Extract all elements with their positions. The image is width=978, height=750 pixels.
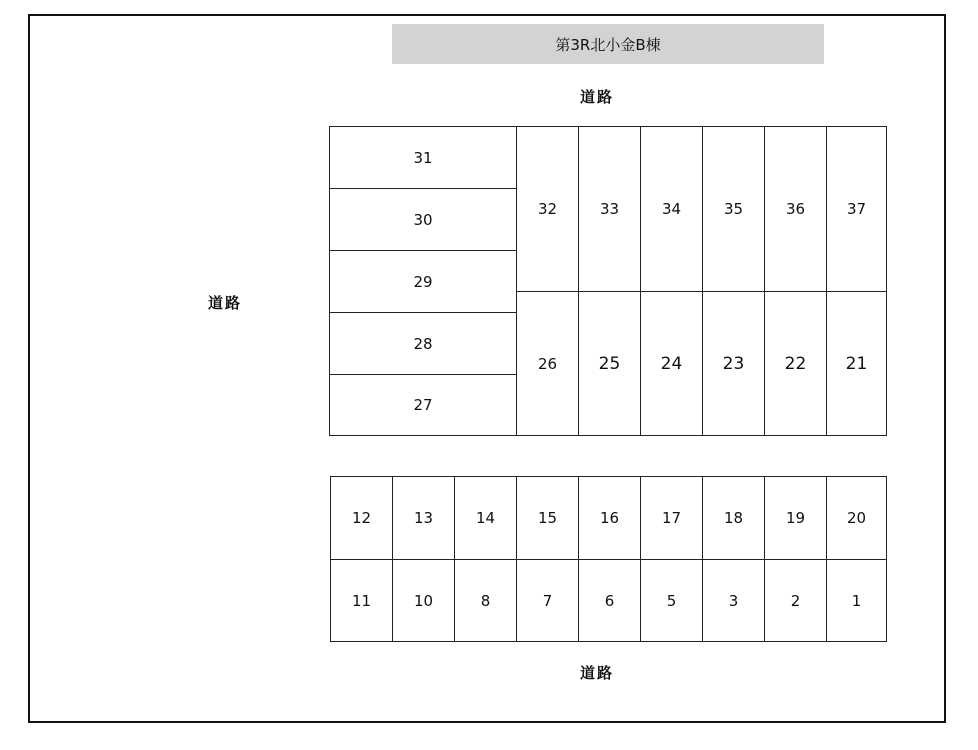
space-number: 29: [413, 272, 433, 291]
parking-space: [578, 476, 641, 560]
parking-space: [702, 126, 765, 292]
space-number: 30: [413, 210, 433, 229]
road-label-left: 道路: [208, 294, 243, 312]
parking-space: [329, 188, 517, 251]
space-number: 16: [599, 509, 620, 527]
road-label-top: 道路: [580, 88, 615, 106]
parking-space: [516, 476, 579, 560]
space-number: 31: [413, 148, 433, 167]
building-title-text: 第3R北小金B棟: [555, 35, 661, 54]
parking-space: [764, 126, 827, 292]
space-number: 15: [537, 509, 558, 527]
space-number: 7: [542, 591, 553, 610]
space-number: 3: [728, 591, 739, 610]
parking-space: [826, 291, 887, 436]
space-number: 23: [722, 353, 745, 374]
space-number: 36: [785, 200, 806, 218]
parking-space: [702, 559, 765, 642]
space-number: 13: [413, 509, 434, 527]
parking-space: [702, 476, 765, 560]
parking-space: [516, 291, 579, 436]
space-number: 25: [598, 353, 621, 374]
space-number: 21: [845, 353, 868, 374]
parking-space: [329, 250, 517, 313]
space-number: 24: [660, 353, 683, 374]
parking-space: [764, 291, 827, 436]
parking-space: [578, 559, 641, 642]
parking-space: [826, 559, 887, 642]
space-number: 11: [351, 591, 372, 610]
space-number: 26: [537, 354, 558, 373]
parking-space: [578, 126, 641, 292]
parking-space: [330, 476, 393, 560]
parking-space: [826, 476, 887, 560]
space-number: 37: [846, 200, 867, 218]
parking-space: [392, 476, 455, 560]
space-number: 22: [784, 353, 807, 374]
space-number: 28: [413, 334, 433, 353]
parking-space: [578, 291, 641, 436]
space-number: 8: [480, 591, 491, 610]
space-number: 1: [851, 591, 862, 610]
parking-space: [764, 559, 827, 642]
parking-space: [640, 291, 703, 436]
space-number: 10: [413, 591, 434, 610]
space-number: 35: [723, 200, 744, 218]
parking-space: [516, 559, 579, 642]
space-number: 20: [846, 509, 867, 527]
building-title: [392, 24, 824, 64]
parking-space: [640, 559, 703, 642]
parking-space: [764, 476, 827, 560]
space-number: 12: [351, 509, 372, 527]
space-number: 2: [790, 591, 801, 610]
parking-space: [454, 476, 517, 560]
space-number: 18: [723, 509, 744, 527]
space-number: 6: [604, 591, 615, 610]
space-number: 34: [661, 200, 682, 218]
road-label-bottom: 道路: [580, 664, 615, 682]
parking-space: [454, 559, 517, 642]
parking-space: [329, 374, 517, 436]
parking-space: [702, 291, 765, 436]
space-number: 5: [666, 591, 677, 610]
parking-space: [826, 126, 887, 292]
space-number: 32: [537, 200, 558, 218]
parking-space: [329, 312, 517, 375]
space-number: 33: [599, 200, 620, 218]
parking-space: [392, 559, 455, 642]
parking-space: [640, 126, 703, 292]
parking-space: [329, 126, 517, 189]
space-number: 17: [661, 509, 682, 527]
space-number: 27: [413, 396, 433, 414]
parking-space: [516, 126, 579, 292]
parking-space: [640, 476, 703, 560]
space-number: 14: [475, 509, 496, 527]
space-number: 19: [785, 509, 806, 527]
parking-space: [330, 559, 393, 642]
